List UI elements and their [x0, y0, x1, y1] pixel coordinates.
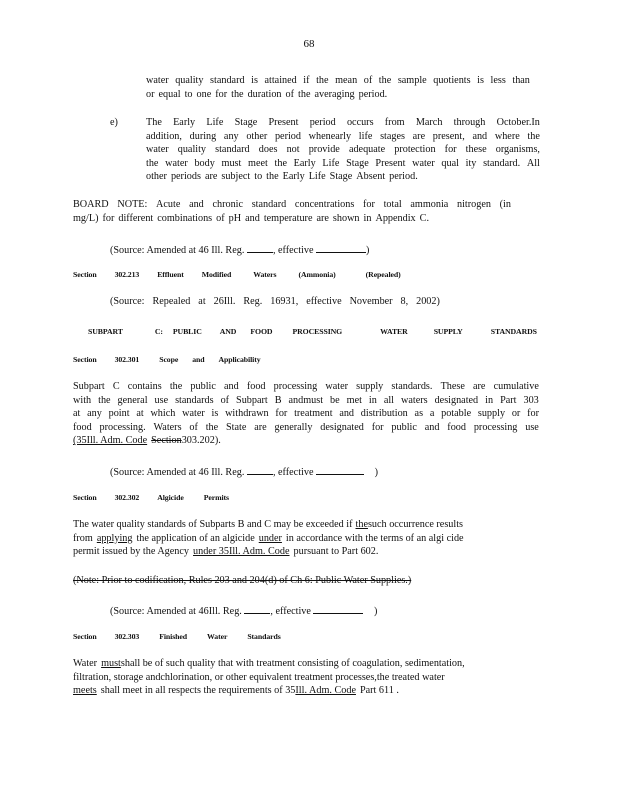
algicide-paragraph	[73, 518, 527, 559]
word: addition,	[146, 130, 182, 142]
word: 16931,	[270, 296, 299, 307]
word: standards	[175, 394, 214, 406]
item-marker: e)	[110, 117, 118, 128]
word: State	[226, 421, 247, 433]
text-line	[146, 88, 530, 102]
word: water	[146, 75, 169, 86]
word: Early	[282, 171, 305, 183]
word: public	[391, 421, 417, 433]
board-note	[73, 198, 511, 225]
word: shown	[332, 212, 360, 224]
word: treatment	[294, 408, 333, 420]
word: are	[473, 381, 486, 392]
item-e-paragraph	[146, 116, 540, 184]
heading-word: AND	[219, 327, 237, 336]
word: designated	[434, 394, 479, 406]
text-line: The water quality standards of Subparts B and C may be exceeded if the such occurrence results	[73, 519, 464, 530]
word: combinations	[157, 212, 213, 224]
word: qual	[441, 157, 459, 169]
word: cumulative	[493, 381, 539, 392]
word: point	[108, 408, 130, 420]
word: generally	[274, 421, 313, 433]
heading-word: Applicability	[218, 355, 261, 364]
heading-word: and	[192, 355, 205, 364]
text-line	[73, 198, 511, 212]
word: general	[117, 394, 148, 406]
word: supply	[356, 381, 384, 392]
word: any	[87, 408, 102, 420]
word: processing.	[99, 421, 146, 433]
word: through	[453, 117, 486, 128]
heading-word: 302.301	[114, 355, 140, 364]
text-line	[73, 212, 511, 226]
word: Absent	[356, 171, 386, 183]
word: standard	[215, 144, 250, 156]
source-note: (Source: Amended at 46 Ill. Reg. , effective )	[110, 464, 378, 478]
page-number: 68	[303, 38, 315, 50]
word: ity	[465, 157, 477, 169]
word: for	[444, 144, 457, 156]
heading-word: C:	[154, 327, 163, 336]
word: does	[258, 144, 278, 156]
word: withdrawn	[225, 408, 269, 420]
heading-word: PROCESSING	[292, 327, 343, 336]
word: adequate	[348, 144, 386, 156]
word: Subpart	[73, 381, 105, 392]
word: temperature	[263, 212, 313, 224]
word: andmust	[288, 394, 324, 406]
word: sample	[397, 75, 427, 86]
word: of	[285, 88, 295, 100]
word: food	[73, 421, 92, 433]
heading-word: (Ammonia)	[298, 270, 336, 279]
heading-word: Section	[73, 632, 97, 641]
text-line: Water must shall be of such quality that with treatment consisting of coagulation, sedimentation,	[73, 658, 465, 669]
word: food	[447, 421, 466, 433]
text-line	[146, 157, 540, 171]
struck-note: (Note: Prior to codification, Rules 203 and 204(d) of Ch 6: Public Water Supplies.)	[73, 575, 412, 586]
heading-word: Section	[73, 270, 97, 279]
word: quality	[177, 144, 207, 156]
word: for	[215, 88, 228, 100]
word: Subpart	[236, 394, 268, 406]
word: less	[490, 75, 506, 86]
heading-word: SUPPLY	[433, 327, 463, 336]
date-blank	[313, 603, 363, 614]
word: the	[316, 75, 329, 86]
word: total	[383, 199, 402, 210]
word: provide	[308, 144, 340, 156]
heading-word: 302.213	[114, 270, 140, 279]
word: distribution	[360, 408, 408, 420]
word: different	[118, 212, 154, 224]
heading-word: Modified	[201, 270, 232, 279]
word: during	[189, 130, 217, 142]
word: These	[440, 381, 465, 392]
word: are	[254, 421, 267, 433]
word: equal	[158, 88, 181, 100]
word: for	[363, 199, 375, 210]
word: 2002)	[416, 296, 440, 307]
word: Waters	[153, 421, 182, 433]
text-line: meets shall meet in all respects the requirements of 35 Ill. Adm. Code Part 611 .	[73, 685, 399, 697]
word: the	[146, 157, 159, 169]
word: C	[112, 381, 120, 392]
heading-word: (Repealed)	[365, 270, 401, 279]
word: the	[169, 381, 183, 392]
word: public	[190, 381, 216, 392]
word: occurs	[346, 117, 374, 128]
word: Early	[173, 117, 196, 128]
word: at	[198, 296, 206, 307]
word: to	[184, 88, 193, 100]
word: organisms,	[495, 144, 540, 156]
word: standard.	[483, 157, 521, 169]
continuation-paragraph	[146, 74, 530, 101]
word: pH	[228, 212, 242, 224]
heading-word: Algicide	[157, 493, 184, 502]
word: chronic	[212, 199, 244, 210]
word: of	[189, 421, 198, 433]
word: nitrogen	[457, 199, 491, 210]
word: where	[494, 130, 520, 142]
word: in	[363, 212, 372, 224]
word: water	[182, 408, 205, 420]
word: (Source:	[110, 296, 145, 307]
source-note: (Source: Amended at 46Ill. Reg. , effective )	[110, 603, 377, 617]
source-note	[110, 296, 440, 307]
word: standard	[251, 199, 287, 210]
word: duration	[247, 88, 282, 100]
word: met	[346, 394, 362, 406]
word: for	[275, 408, 288, 420]
word: period.	[389, 171, 418, 183]
word: period.	[358, 88, 388, 100]
word: averaging	[314, 88, 355, 100]
heading-word: FOOD	[250, 327, 273, 336]
text-line	[73, 380, 539, 394]
word: body	[194, 157, 215, 169]
word: the	[205, 421, 219, 433]
word: and	[472, 130, 488, 142]
word: The	[146, 117, 162, 128]
word: (in	[499, 199, 511, 210]
word: Stage	[329, 171, 353, 183]
heading-word: WATER	[380, 327, 408, 336]
word: use	[154, 394, 169, 406]
word: other	[246, 130, 268, 142]
word: is	[477, 75, 484, 86]
word: of	[220, 394, 230, 406]
word: mg/L)	[73, 212, 99, 224]
word: life	[358, 130, 373, 142]
word: are	[316, 212, 329, 224]
word: Stage	[234, 117, 258, 128]
word: water	[325, 381, 348, 392]
date-blank	[316, 242, 366, 253]
heading-word: Section	[73, 355, 97, 364]
heading-word: Permits	[203, 493, 229, 502]
word: contains	[127, 381, 162, 392]
word: Appendix	[375, 212, 416, 224]
word: waters	[401, 394, 428, 406]
word: to	[254, 171, 263, 183]
word: not	[286, 144, 300, 156]
word: Acute	[156, 199, 181, 210]
heading-word: Section	[73, 493, 97, 502]
word: any	[223, 130, 239, 142]
word: these	[465, 144, 487, 156]
word: or	[146, 88, 155, 100]
word: are	[412, 130, 426, 142]
word: for	[371, 421, 384, 433]
word: standards.	[391, 381, 433, 392]
word: subject	[221, 171, 251, 183]
date-blank	[247, 242, 273, 253]
word: at	[73, 408, 81, 420]
word: 303	[523, 394, 539, 406]
word: C.	[419, 212, 429, 224]
word: quality	[175, 75, 204, 86]
word: from	[384, 117, 405, 128]
word: Reg.	[243, 296, 263, 307]
word: Present	[268, 117, 299, 128]
word: concentrations	[294, 199, 355, 210]
word: all	[383, 394, 395, 406]
word: standard	[210, 75, 245, 86]
word: the	[378, 75, 392, 86]
word: Life	[322, 157, 340, 169]
word: processing	[473, 421, 518, 433]
heading-word: Scope	[159, 355, 179, 364]
text-line: filtration, storage andchlorination, or other equivalent treatment processes,the treated water	[73, 671, 445, 683]
section-heading	[73, 632, 281, 641]
word: Part	[500, 394, 517, 406]
word: 8,	[400, 296, 409, 307]
word: or	[511, 408, 521, 420]
word: Life	[308, 171, 326, 183]
word: processing	[273, 381, 318, 392]
word: of	[363, 75, 373, 86]
word: in	[485, 394, 494, 406]
word: effective	[306, 296, 342, 307]
text-line	[146, 170, 540, 184]
word: for	[102, 212, 115, 224]
text-line: permit issued by the Agency under 35Ill. Adm. Code pursuant to Part 602.	[73, 546, 379, 558]
text-line	[146, 130, 540, 144]
word: period	[309, 117, 336, 128]
date-blank	[247, 464, 273, 475]
word: and	[224, 381, 239, 392]
word: BOARD	[73, 199, 109, 210]
word: other	[146, 171, 167, 183]
word: must	[221, 157, 242, 169]
word: designated	[320, 421, 364, 433]
word: attained	[264, 75, 297, 86]
text-line	[73, 394, 539, 408]
word: if	[303, 75, 310, 86]
word: a	[429, 408, 435, 420]
subpart-heading	[88, 327, 537, 336]
heading-word: Effluent	[157, 270, 184, 279]
word: Repealed	[152, 296, 191, 307]
heading-word: Water	[207, 632, 228, 641]
heading-word: 302.303	[114, 632, 140, 641]
word: in	[368, 394, 377, 406]
subpart-c-paragraph	[73, 380, 539, 448]
heading-word: PUBLIC	[172, 327, 202, 336]
word: mean	[335, 75, 358, 86]
heading-word: 302.302	[114, 493, 140, 502]
word: periods	[170, 171, 201, 183]
word: stages	[380, 130, 405, 142]
text-line	[146, 74, 530, 88]
date-blank	[244, 603, 270, 614]
word: present,	[432, 130, 465, 142]
word: at	[136, 408, 144, 420]
date-blank	[316, 464, 364, 475]
word: water	[146, 144, 169, 156]
text-line	[146, 116, 540, 130]
word: and	[189, 199, 204, 210]
heading-word: Waters	[253, 270, 277, 279]
word: ammonia	[410, 199, 449, 210]
word: March	[415, 117, 443, 128]
word: the	[98, 394, 111, 406]
heading-word: Finished	[159, 632, 188, 641]
finished-water-paragraph	[73, 657, 525, 698]
word: potable	[441, 408, 472, 420]
word: water	[165, 157, 188, 169]
word: is	[211, 408, 219, 420]
word: and	[339, 408, 355, 420]
word: meet	[248, 157, 268, 169]
heading-word: SUBPART	[88, 327, 123, 336]
word: is	[251, 75, 258, 86]
source-note: (Source: Amended at 46 Ill. Reg. , effective )	[110, 242, 369, 256]
section-heading	[73, 270, 401, 279]
word: the	[527, 130, 540, 142]
heading-word: STANDARDS	[490, 327, 537, 336]
text-line	[73, 421, 539, 435]
word: one	[196, 88, 212, 100]
word: Life	[206, 117, 224, 128]
text-line: from applying the application of an algicide under in accordance with the terms of an algi cide	[73, 532, 464, 544]
word: quotients	[433, 75, 471, 86]
word: Early	[293, 157, 316, 169]
word: All	[526, 157, 540, 169]
word: Stage	[346, 157, 369, 169]
word: November	[349, 296, 393, 307]
word: whenearly	[308, 130, 352, 142]
section-heading	[73, 355, 261, 364]
word: B	[274, 394, 282, 406]
word: the	[274, 157, 287, 169]
word: use	[525, 421, 539, 433]
word: with	[73, 394, 92, 406]
word: as	[414, 408, 424, 420]
heading-word: Standards	[247, 632, 281, 641]
word: supply	[477, 408, 506, 420]
text-line	[146, 143, 540, 157]
word: protection	[394, 144, 436, 156]
word: period	[274, 130, 301, 142]
word: which	[150, 408, 176, 420]
word: Present	[375, 157, 406, 169]
word: the	[231, 88, 244, 100]
word: 26Ill.	[213, 296, 236, 307]
word: the	[266, 171, 279, 183]
word: October.In	[496, 117, 540, 128]
word: water	[412, 157, 435, 169]
word: and	[424, 421, 440, 433]
word: food	[246, 381, 266, 392]
word: NOTE:	[117, 199, 148, 210]
word: are	[204, 171, 218, 183]
word: the	[298, 88, 311, 100]
word: and	[245, 212, 260, 224]
section-heading	[73, 493, 229, 502]
word: of	[216, 212, 225, 224]
text-line: (35Ill. Adm. Code Section 303.202).	[73, 435, 221, 447]
word: than	[512, 75, 530, 86]
word: for	[527, 408, 539, 420]
word: be	[330, 394, 340, 406]
text-line	[73, 407, 539, 421]
